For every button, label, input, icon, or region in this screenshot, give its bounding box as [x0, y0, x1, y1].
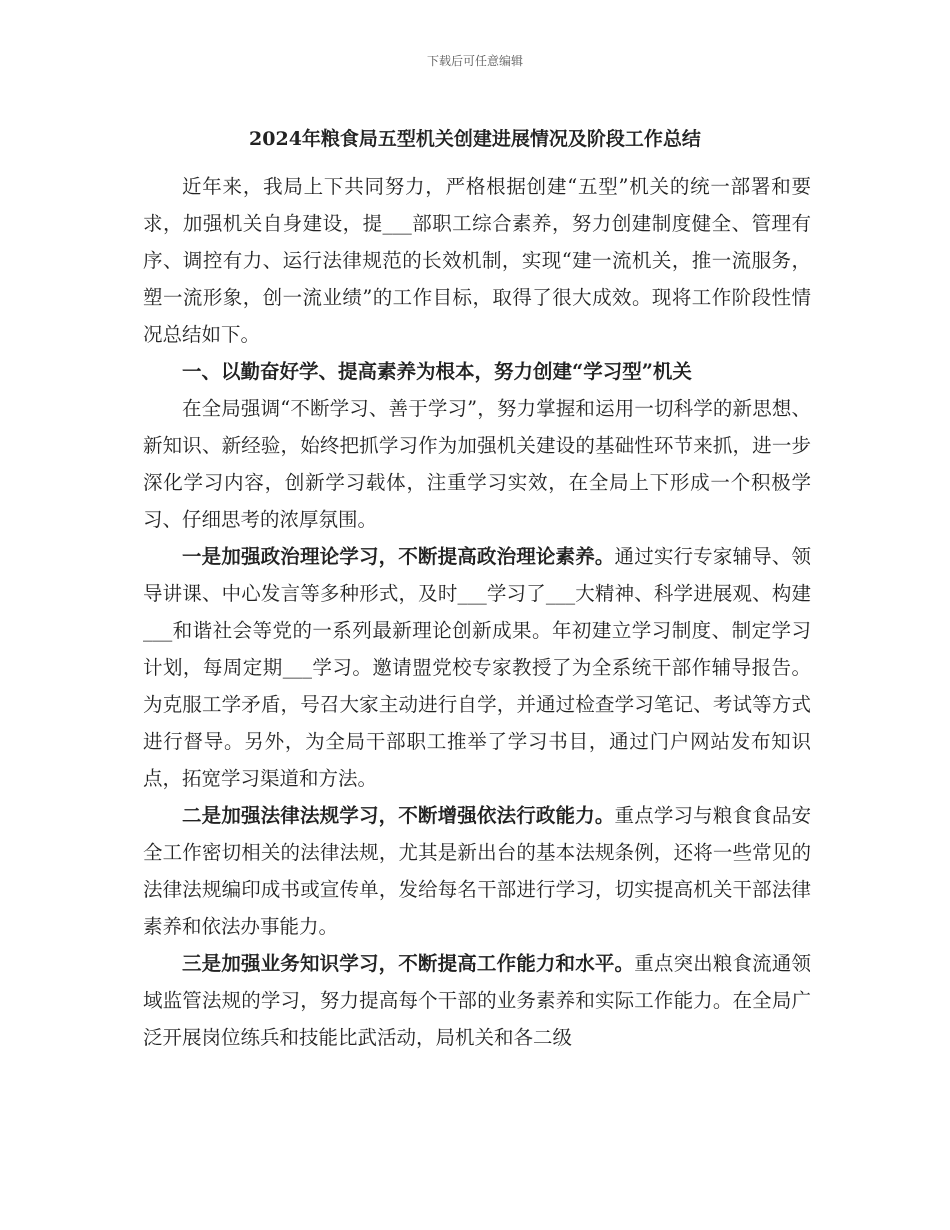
item-1-lead: 一是加强政治理论学习，不断提高政治理论素养。 [182, 545, 615, 568]
item-3-lead: 三是加强业务知识学习，不断提高工作能力和水平。 [182, 952, 635, 975]
item-3-paragraph [143, 945, 811, 1056]
intro-paragraph: 近年来，我局上下共同努力，严格根据创建“五型”机关的统一部署和要求，加强机关自身建设，提___部职工综合素养，努力创建制度健全、管理有序、调控有力、运行法律规范的长效机制，实现“建一流机关，推一流服务，塑一流形象，创一流业绩”的工作目标，取得了很大成效。现将工作阶段性情况总结如下。 [143, 175, 811, 346]
document-title: 2024年粮食局五型机关创建进展情况及阶段工作总结 [249, 128, 701, 150]
item-2-text: 重点学习与粮食食品安全工作密切相关的法律法规，尤其是新出台的基本法规条例，还将一些常见的法律法规编印成书或宣传单，发给每名干部进行学习，切实提高机关干部法律素养和依法办事能力。 [143, 804, 811, 938]
document-body [143, 168, 811, 1056]
item-1-paragraph [143, 538, 811, 797]
item-2-lead: 二是加强法律法规学习，不断增强依法行政能力。 [182, 804, 615, 827]
section-1-paragraph: 在全局强调“不断学习、善于学习”，努力掌握和运用一切科学的新思想、新知识、新经验，始终把抓学习作为加强机关建设的基础性环节来抓，进一步深化学习内容，创新学习载体，注重学习实效，在全局上下形成一个积极学习、仔细思考的浓厚氛围。 [143, 397, 811, 531]
page-header: 下载后可任意编辑 [426, 54, 523, 68]
item-1-text: 通过实行专家辅导、领导讲课、中心发言等多种形式，及时___学习了___大精神、科学进展观、构建___和谐社会等党的一系列最新理论创新成果。年初建立学习制度、制定学习计划，每周定期___学习。邀请盟党校专家教授了为全系统干部作辅导报告。为克服工学矛盾，号召大家主动进行自学，并通过检查学习笔记、考试等方式进行督导。另外，为全局干部职工推举了学习书目，通过门户网站发布知识点，拓宽学习渠道和方法。 [143, 545, 811, 790]
item-3-text: 重点突出粮食流通领域监管法规的学习，努力提高每个干部的业务素养和实际工作能力。在全局广泛开展岗位练兵和技能比武活动，局机关和各二级 [143, 952, 811, 1049]
section-heading-1: 一、以勤奋好学、提高素养为根本，努力创建“学习型”机关 [182, 360, 692, 383]
item-2-paragraph [143, 797, 811, 945]
